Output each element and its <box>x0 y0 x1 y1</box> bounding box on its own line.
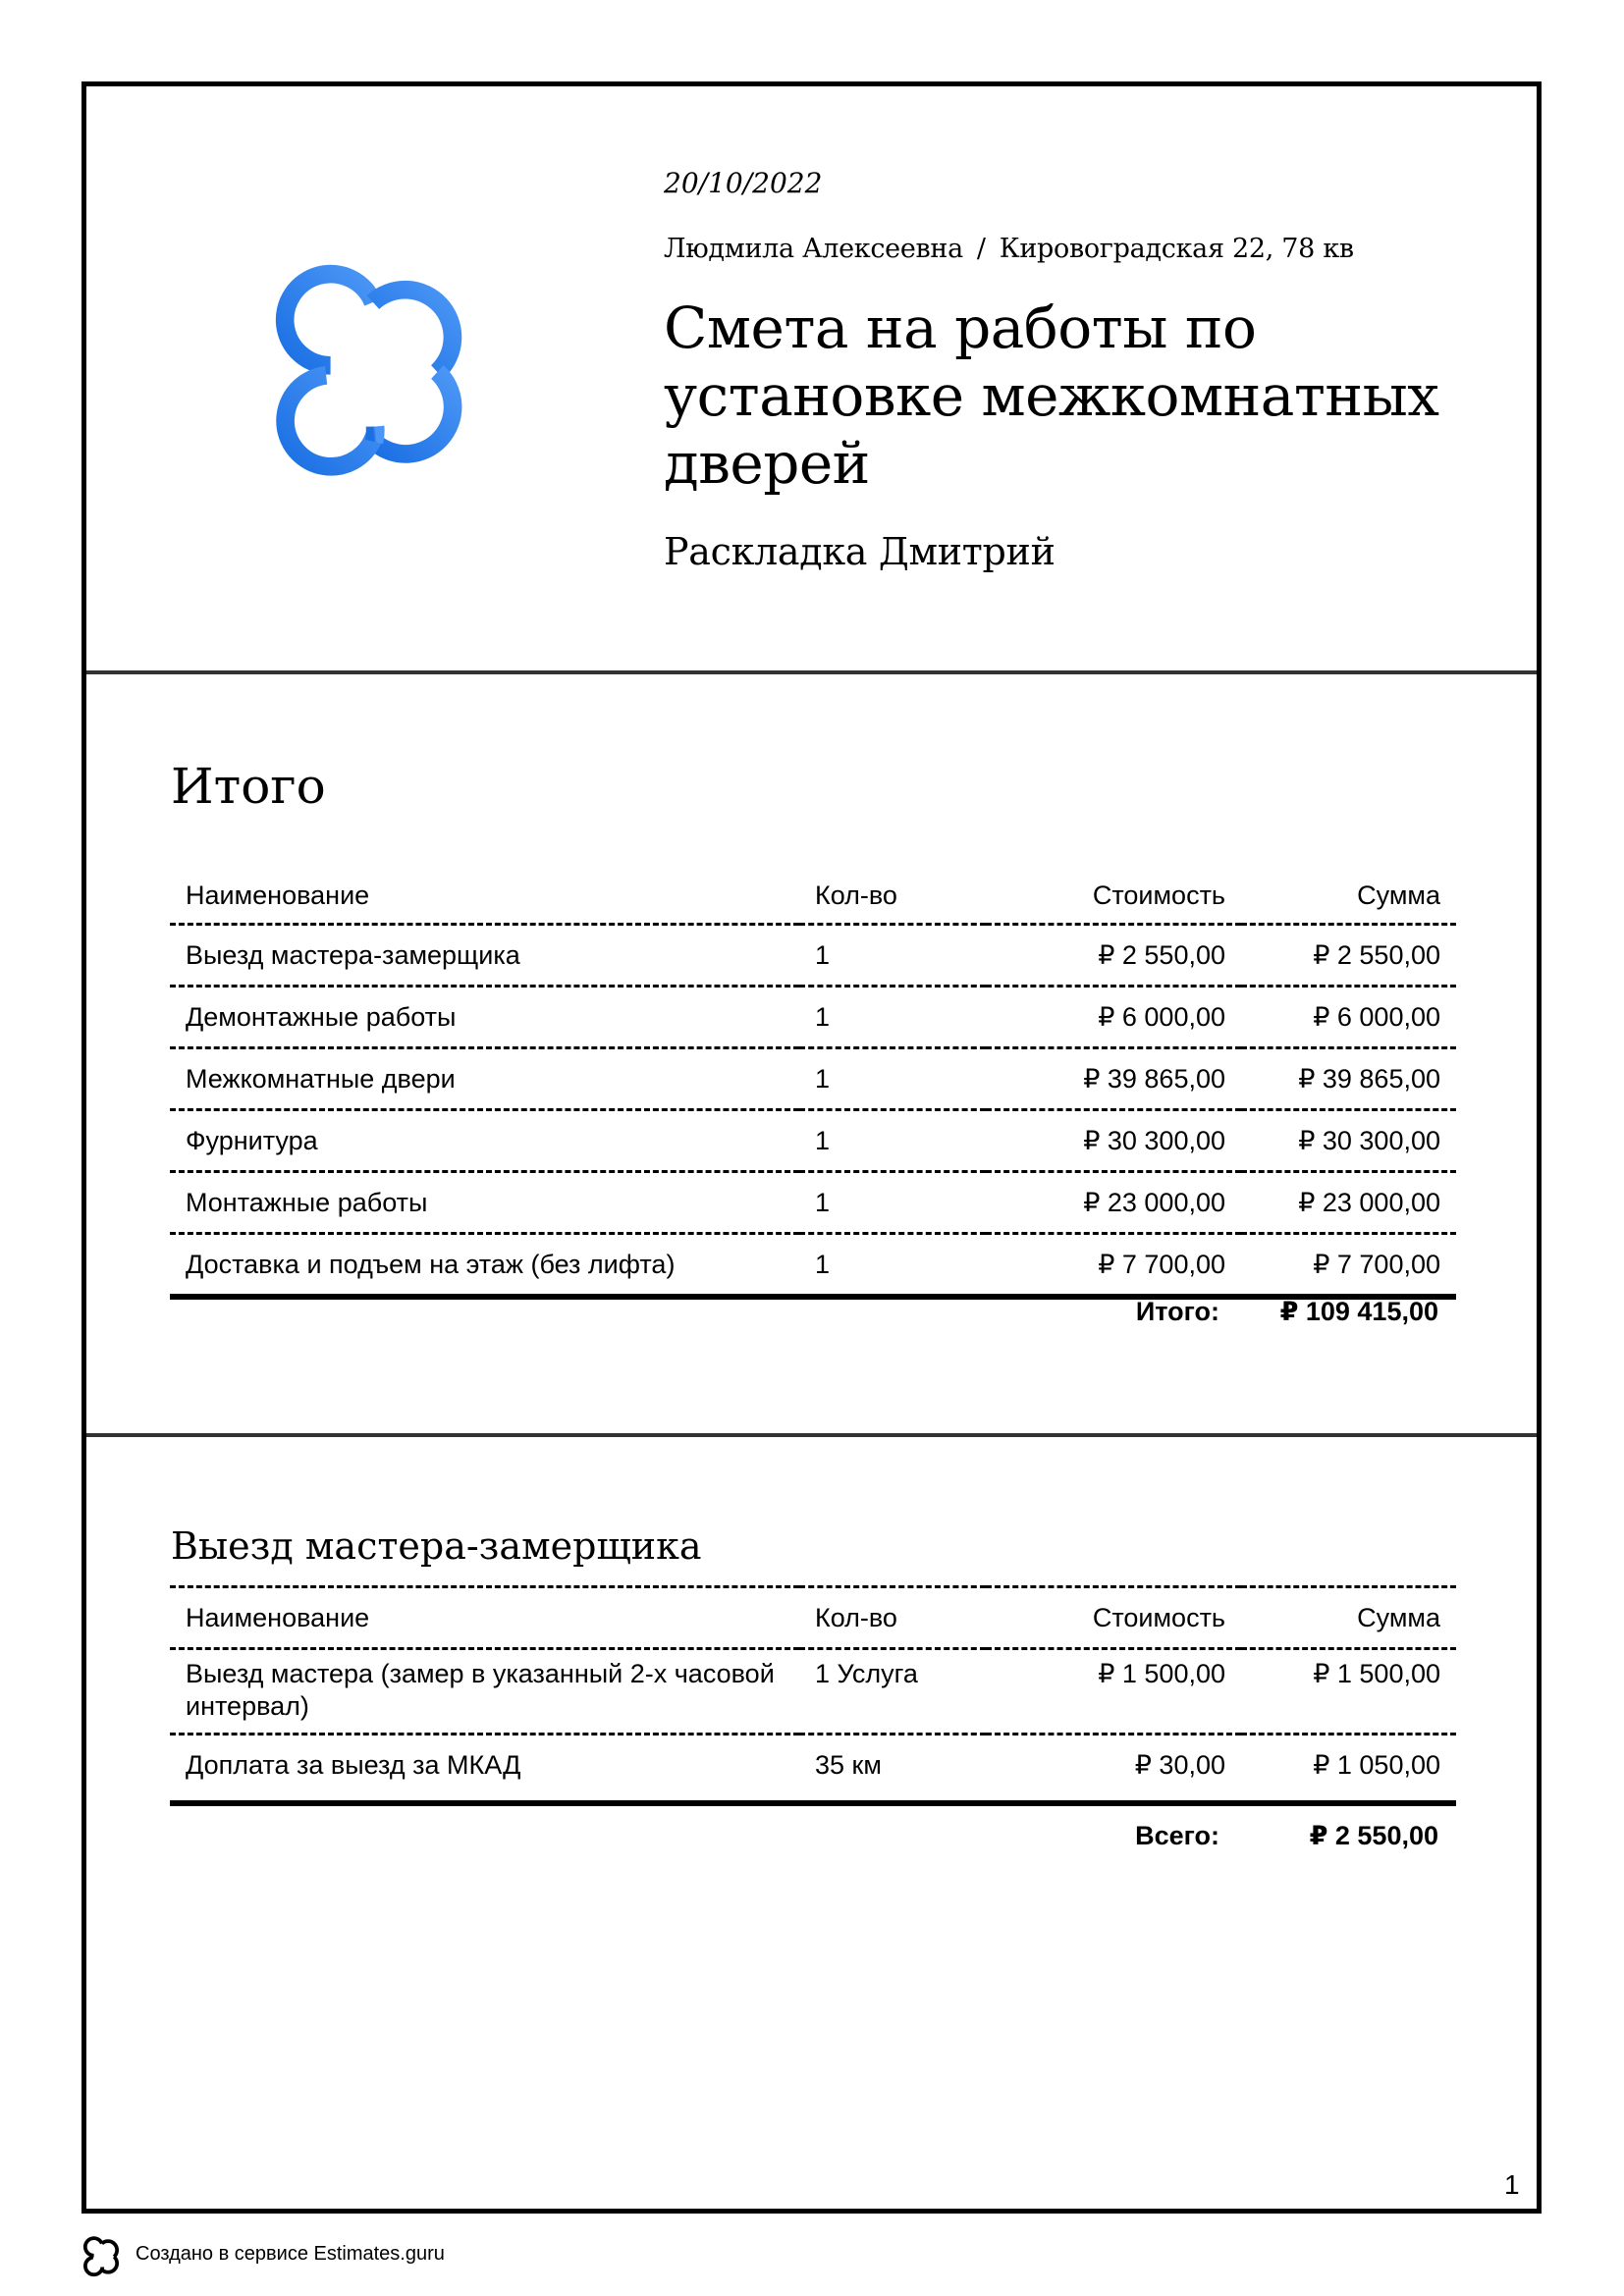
separator: / <box>976 234 986 264</box>
table-row <box>170 1735 1456 1804</box>
summary-title: Итого <box>171 758 326 815</box>
item-qty: 1 <box>799 987 986 1048</box>
table-row <box>170 925 1456 987</box>
section-table <box>170 1585 1456 1806</box>
item-name: Доставка и подъем на этаж (без лифта) <box>170 1234 799 1298</box>
summary-total-value: ₽ 109 415,00 <box>1279 1297 1438 1326</box>
column-header-name: Наименование <box>170 879 799 925</box>
summary-table <box>170 879 1456 1300</box>
page-number: 1 <box>1504 2169 1520 2200</box>
item-price: ₽ 2 550,00 <box>986 925 1241 987</box>
section-divider <box>86 1433 1537 1437</box>
table-row <box>170 987 1456 1048</box>
client-line <box>664 234 1354 264</box>
item-price: ₽ 23 000,00 <box>986 1172 1241 1234</box>
author-name: Раскладка Дмитрий <box>664 530 1056 573</box>
item-name: Монтажные работы <box>170 1172 799 1234</box>
document-title: Смета на работы по установке межкомнатных дверей <box>664 294 1439 497</box>
item-sum: ₽ 6 000,00 <box>1241 987 1456 1048</box>
item-name: Выезд мастера-замерщика <box>170 925 799 987</box>
column-header-qty: Кол-во <box>799 1587 986 1649</box>
item-name: Демонтажные работы <box>170 987 799 1048</box>
section-divider <box>86 670 1537 674</box>
table-row <box>170 1048 1456 1110</box>
item-price: ₽ 30,00 <box>986 1735 1241 1804</box>
item-name: Фурнитура <box>170 1110 799 1172</box>
item-qty: 1 <box>799 925 986 987</box>
section-total-label: Всего: <box>1135 1821 1219 1850</box>
column-header-qty: Кол-во <box>799 879 986 925</box>
estimates-guru-logo-icon <box>265 263 483 481</box>
column-header-sum: Сумма <box>1241 879 1456 925</box>
table-row <box>170 1649 1456 1735</box>
client-address: Кировоградская 22, 78 кв <box>999 234 1354 264</box>
estimates-guru-footer-icon <box>81 2236 123 2277</box>
column-header-sum: Сумма <box>1241 1587 1456 1649</box>
table-row <box>170 1234 1456 1298</box>
section-title: Выезд мастера-замерщика <box>171 1524 702 1568</box>
client-name: Людмила Алексеевна <box>664 234 963 264</box>
item-sum: ₽ 39 865,00 <box>1241 1048 1456 1110</box>
item-price: ₽ 6 000,00 <box>986 987 1241 1048</box>
item-name: Выезд мастера (замер в указанный 2-х часовой интервал) <box>170 1649 799 1735</box>
item-sum: ₽ 2 550,00 <box>1241 925 1456 987</box>
table-row <box>170 1172 1456 1234</box>
column-header-name: Наименование <box>170 1587 799 1649</box>
table-header-row <box>170 879 1456 925</box>
item-qty: 1 <box>799 1048 986 1110</box>
item-qty: 1 <box>799 1172 986 1234</box>
summary-total-label: Итого: <box>1135 1297 1219 1326</box>
item-price: ₽ 30 300,00 <box>986 1110 1241 1172</box>
section-total-value: ₽ 2 550,00 <box>1309 1821 1438 1850</box>
column-header-price: Стоимость <box>986 1587 1241 1649</box>
item-qty: 35 км <box>799 1735 986 1804</box>
item-price: ₽ 1 500,00 <box>986 1649 1241 1735</box>
item-sum: ₽ 30 300,00 <box>1241 1110 1456 1172</box>
table-row <box>170 1110 1456 1172</box>
item-price: ₽ 7 700,00 <box>986 1234 1241 1298</box>
column-header-price: Стоимость <box>986 879 1241 925</box>
item-price: ₽ 39 865,00 <box>986 1048 1241 1110</box>
item-sum: ₽ 1 500,00 <box>1241 1649 1456 1735</box>
table-header-row <box>170 1587 1456 1649</box>
item-sum: ₽ 7 700,00 <box>1241 1234 1456 1298</box>
item-qty: 1 <box>799 1110 986 1172</box>
item-qty: 1 <box>799 1234 986 1298</box>
item-sum: ₽ 23 000,00 <box>1241 1172 1456 1234</box>
item-name: Межкомнатные двери <box>170 1048 799 1110</box>
item-name: Доплата за выезд за МКАД <box>170 1735 799 1804</box>
item-qty: 1 Услуга <box>799 1649 986 1735</box>
item-sum: ₽ 1 050,00 <box>1241 1735 1456 1804</box>
estimate-date: 20/10/2022 <box>664 167 823 199</box>
footer-credit: Создано в сервисе Estimates.guru <box>135 2243 445 2265</box>
